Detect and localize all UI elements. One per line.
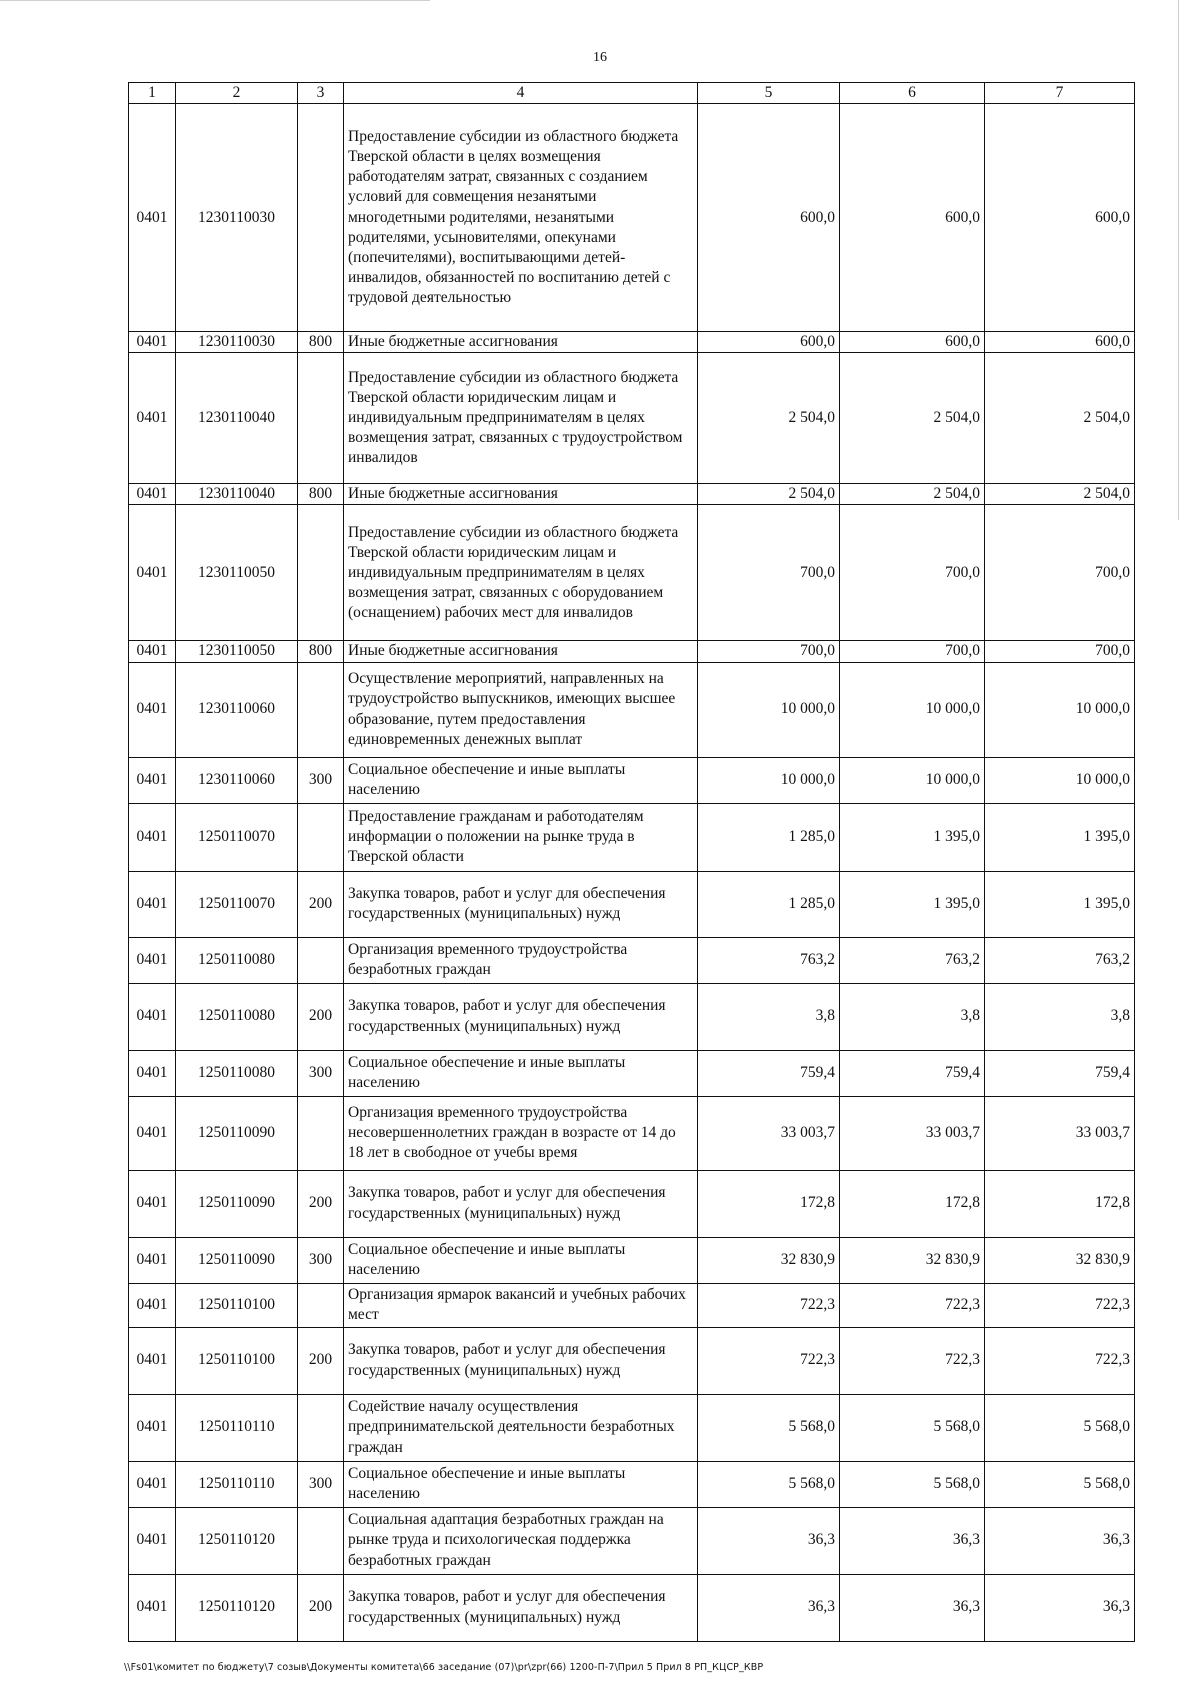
name-cell: Закупка товаров, работ и услуг для обеспечения государственных (муниципальных) нужд [344, 1170, 698, 1237]
amount-cell-col6: 1 395,0 [840, 871, 985, 937]
amount-cell-col5: 2 504,0 [698, 353, 840, 484]
name-cell: Организация временного трудоустройства несовершеннолетних граждан в возрасте от 14 до 18 лет в свободное от учебы время [344, 1096, 698, 1170]
table-row [129, 1237, 1135, 1283]
section-code-cell: 0401 [129, 803, 176, 871]
amount-cell-col6: 5 568,0 [840, 1461, 985, 1507]
amount-cell-col5: 5 568,0 [698, 1461, 840, 1507]
amount-cell-col7: 2 504,0 [985, 353, 1135, 484]
section-code-cell: 0401 [129, 1237, 176, 1283]
name-cell: Предоставление субсидии из областного бюджета Тверской области юридическим лицам и индивидуальным предпринимателям в целях возмещения затрат, связанных с трудоустройством инвалидов [344, 353, 698, 484]
target-article-cell: 1230110040 [176, 353, 298, 484]
table-row [129, 505, 1135, 641]
name-cell: Предоставление субсидии из областного бюджета Тверской области в целях возмещения работодателям затрат, связанных с созданием условий для совмещения незанятыми многодетными родителями, незанятыми родителями, усыновителями, опекунами (попечителями), воспитывающими детей-инвалидов, обязанностей по воспитанию детей с трудовой деятельностью [344, 104, 698, 332]
column-number-row [129, 83, 1135, 104]
name-cell: Иные бюджетные ассигнования [344, 641, 698, 662]
section-code-cell: 0401 [129, 1170, 176, 1237]
table-row [129, 757, 1135, 803]
table-row [129, 641, 1135, 662]
table-row [129, 1327, 1135, 1394]
amount-cell-col7: 3,8 [985, 983, 1135, 1050]
target-article-cell: 1230110060 [176, 662, 298, 757]
target-article-cell: 1230110030 [176, 332, 298, 353]
amount-cell-col7: 172,8 [985, 1170, 1135, 1237]
target-article-cell: 1250110080 [176, 983, 298, 1050]
target-article-cell: 1250110100 [176, 1283, 298, 1327]
table-row [129, 662, 1135, 757]
amount-cell-col6: 36,3 [840, 1574, 985, 1641]
amount-cell-col7: 10 000,0 [985, 757, 1135, 803]
expense-type-cell: 200 [298, 871, 344, 937]
amount-cell-col7: 5 568,0 [985, 1461, 1135, 1507]
amount-cell-col5: 3,8 [698, 983, 840, 1050]
target-article-cell: 1250110080 [176, 1050, 298, 1096]
table-row [129, 353, 1135, 484]
table-row [129, 803, 1135, 871]
amount-cell-col6: 2 504,0 [840, 484, 985, 505]
table-row [129, 1461, 1135, 1507]
table-row [129, 871, 1135, 937]
budget-table [128, 82, 1135, 1642]
amount-cell-col5: 36,3 [698, 1574, 840, 1641]
table-row [129, 1574, 1135, 1641]
expense-type-cell [298, 1507, 344, 1574]
amount-cell-col5: 600,0 [698, 104, 840, 332]
expense-type-cell: 200 [298, 1327, 344, 1394]
scan-edge-line [0, 0, 430, 1]
amount-cell-col5: 722,3 [698, 1283, 840, 1327]
expense-type-cell [298, 353, 344, 484]
expense-type-cell [298, 662, 344, 757]
expense-type-cell: 200 [298, 983, 344, 1050]
amount-cell-col6: 700,0 [840, 641, 985, 662]
table-row [129, 1170, 1135, 1237]
column-header: 7 [985, 83, 1135, 104]
amount-cell-col7: 1 395,0 [985, 803, 1135, 871]
amount-cell-col7: 33 003,7 [985, 1096, 1135, 1170]
target-article-cell: 1230110060 [176, 757, 298, 803]
name-cell: Предоставление субсидии из областного бюджета Тверской области юридическим лицам и индивидуальным предпринимателям в целях возмещения затрат, связанных с оборудованием (оснащением) рабочих мест для инвалидов [344, 505, 698, 641]
amount-cell-col5: 36,3 [698, 1507, 840, 1574]
name-cell: Предоставление гражданам и работодателям информации о положении на рынке труда в Тверской области [344, 803, 698, 871]
scan-edge-line [1178, 0, 1179, 520]
expense-type-cell: 300 [298, 757, 344, 803]
name-cell: Закупка товаров, работ и услуг для обеспечения государственных (муниципальных) нужд [344, 1574, 698, 1641]
amount-cell-col6: 722,3 [840, 1327, 985, 1394]
section-code-cell: 0401 [129, 641, 176, 662]
target-article-cell: 1250110120 [176, 1574, 298, 1641]
amount-cell-col5: 172,8 [698, 1170, 840, 1237]
target-article-cell: 1250110080 [176, 937, 298, 983]
expense-type-cell: 300 [298, 1237, 344, 1283]
section-code-cell: 0401 [129, 662, 176, 757]
amount-cell-col6: 600,0 [840, 332, 985, 353]
table-row [129, 1050, 1135, 1096]
target-article-cell: 1250110090 [176, 1096, 298, 1170]
amount-cell-col5: 600,0 [698, 332, 840, 353]
expense-type-cell: 200 [298, 1170, 344, 1237]
amount-cell-col7: 32 830,9 [985, 1237, 1135, 1283]
section-code-cell: 0401 [129, 1096, 176, 1170]
table-row [129, 1096, 1135, 1170]
amount-cell-col7: 1 395,0 [985, 871, 1135, 937]
column-header: 6 [840, 83, 985, 104]
section-code-cell: 0401 [129, 1327, 176, 1394]
amount-cell-col5: 32 830,9 [698, 1237, 840, 1283]
amount-cell-col7: 700,0 [985, 641, 1135, 662]
expense-type-cell [298, 505, 344, 641]
amount-cell-col6: 10 000,0 [840, 757, 985, 803]
column-header: 2 [176, 83, 298, 104]
amount-cell-col5: 759,4 [698, 1050, 840, 1096]
table-row [129, 484, 1135, 505]
amount-cell-col7: 700,0 [985, 505, 1135, 641]
amount-cell-col6: 600,0 [840, 104, 985, 332]
name-cell: Организация ярмарок вакансий и учебных рабочих мест [344, 1283, 698, 1327]
expense-type-cell [298, 1283, 344, 1327]
amount-cell-col7: 36,3 [985, 1574, 1135, 1641]
amount-cell-col6: 3,8 [840, 983, 985, 1050]
name-cell: Содействие началу осуществления предпринимательской деятельности безработных граждан [344, 1394, 698, 1461]
table-row [129, 104, 1135, 332]
target-article-cell: 1230110050 [176, 641, 298, 662]
amount-cell-col6: 763,2 [840, 937, 985, 983]
name-cell: Социальное обеспечение и иные выплаты населению [344, 1237, 698, 1283]
column-header: 3 [298, 83, 344, 104]
amount-cell-col7: 722,3 [985, 1283, 1135, 1327]
target-article-cell: 1250110100 [176, 1327, 298, 1394]
expense-type-cell: 300 [298, 1461, 344, 1507]
table-row [129, 1394, 1135, 1461]
amount-cell-col5: 10 000,0 [698, 757, 840, 803]
name-cell: Осуществление мероприятий, направленных на трудоустройство выпускников, имеющих высшее образование, путем предоставления единовременных денежных выплат [344, 662, 698, 757]
amount-cell-col6: 172,8 [840, 1170, 985, 1237]
table-row [129, 937, 1135, 983]
amount-cell-col7: 763,2 [985, 937, 1135, 983]
amount-cell-col5: 2 504,0 [698, 484, 840, 505]
name-cell: Закупка товаров, работ и услуг для обеспечения государственных (муниципальных) нужд [344, 983, 698, 1050]
amount-cell-col6: 5 568,0 [840, 1394, 985, 1461]
expense-type-cell: 800 [298, 484, 344, 505]
name-cell: Организация временного трудоустройства безработных граждан [344, 937, 698, 983]
amount-cell-col5: 5 568,0 [698, 1394, 840, 1461]
section-code-cell: 0401 [129, 353, 176, 484]
amount-cell-col7: 759,4 [985, 1050, 1135, 1096]
amount-cell-col6: 759,4 [840, 1050, 985, 1096]
name-cell: Закупка товаров, работ и услуг для обеспечения государственных (муниципальных) нужд [344, 871, 698, 937]
target-article-cell: 1250110090 [176, 1237, 298, 1283]
amount-cell-col5: 700,0 [698, 505, 840, 641]
target-article-cell: 1230110050 [176, 505, 298, 641]
section-code-cell: 0401 [129, 484, 176, 505]
expense-type-cell: 800 [298, 332, 344, 353]
footer-file-path: \\Fs01\комитет по бюджету\7 созыв\Документы комитета\66 заседание (07)\pr\zpr(66) 1200-П-7\Прил 5 Прил 8 РП_КЦСР_КВР [124, 1662, 764, 1673]
section-code-cell: 0401 [129, 871, 176, 937]
section-code-cell: 0401 [129, 332, 176, 353]
name-cell: Иные бюджетные ассигнования [344, 484, 698, 505]
column-header: 4 [344, 83, 698, 104]
target-article-cell: 1230110040 [176, 484, 298, 505]
amount-cell-col5: 722,3 [698, 1327, 840, 1394]
section-code-cell: 0401 [129, 1394, 176, 1461]
expense-type-cell: 800 [298, 641, 344, 662]
expense-type-cell [298, 1394, 344, 1461]
name-cell: Закупка товаров, работ и услуг для обеспечения государственных (муниципальных) нужд [344, 1327, 698, 1394]
name-cell: Социальная адаптация безработных граждан на рынке труда и психологическая поддержка безработных граждан [344, 1507, 698, 1574]
amount-cell-col7: 600,0 [985, 332, 1135, 353]
name-cell: Социальное обеспечение и иные выплаты населению [344, 1050, 698, 1096]
amount-cell-col5: 700,0 [698, 641, 840, 662]
name-cell: Иные бюджетные ассигнования [344, 332, 698, 353]
section-code-cell: 0401 [129, 1461, 176, 1507]
table-row [129, 332, 1135, 353]
amount-cell-col7: 2 504,0 [985, 484, 1135, 505]
section-code-cell: 0401 [129, 1050, 176, 1096]
expense-type-cell [298, 104, 344, 332]
amount-cell-col6: 722,3 [840, 1283, 985, 1327]
expense-type-cell: 300 [298, 1050, 344, 1096]
name-cell: Социальное обеспечение и иные выплаты населению [344, 757, 698, 803]
expense-type-cell: 200 [298, 1574, 344, 1641]
target-article-cell: 1250110070 [176, 803, 298, 871]
amount-cell-col5: 1 285,0 [698, 803, 840, 871]
amount-cell-col5: 1 285,0 [698, 871, 840, 937]
target-article-cell: 1250110110 [176, 1394, 298, 1461]
table-row [129, 1283, 1135, 1327]
target-article-cell: 1250110110 [176, 1461, 298, 1507]
section-code-cell: 0401 [129, 505, 176, 641]
target-article-cell: 1250110070 [176, 871, 298, 937]
expense-type-cell [298, 803, 344, 871]
section-code-cell: 0401 [129, 983, 176, 1050]
amount-cell-col5: 33 003,7 [698, 1096, 840, 1170]
amount-cell-col7: 36,3 [985, 1507, 1135, 1574]
amount-cell-col5: 10 000,0 [698, 662, 840, 757]
section-code-cell: 0401 [129, 1283, 176, 1327]
amount-cell-col6: 1 395,0 [840, 803, 985, 871]
page-number: 16 [593, 50, 607, 65]
expense-type-cell [298, 1096, 344, 1170]
column-header: 5 [698, 83, 840, 104]
target-article-cell: 1230110030 [176, 104, 298, 332]
amount-cell-col6: 2 504,0 [840, 353, 985, 484]
amount-cell-col6: 32 830,9 [840, 1237, 985, 1283]
name-cell: Социальное обеспечение и иные выплаты населению [344, 1461, 698, 1507]
section-code-cell: 0401 [129, 757, 176, 803]
amount-cell-col6: 10 000,0 [840, 662, 985, 757]
amount-cell-col6: 700,0 [840, 505, 985, 641]
section-code-cell: 0401 [129, 1574, 176, 1641]
section-code-cell: 0401 [129, 104, 176, 332]
amount-cell-col7: 600,0 [985, 104, 1135, 332]
section-code-cell: 0401 [129, 1507, 176, 1574]
table-row [129, 983, 1135, 1050]
amount-cell-col5: 763,2 [698, 937, 840, 983]
table-row [129, 1507, 1135, 1574]
amount-cell-col7: 5 568,0 [985, 1394, 1135, 1461]
target-article-cell: 1250110090 [176, 1170, 298, 1237]
target-article-cell: 1250110120 [176, 1507, 298, 1574]
section-code-cell: 0401 [129, 937, 176, 983]
amount-cell-col6: 36,3 [840, 1507, 985, 1574]
amount-cell-col7: 10 000,0 [985, 662, 1135, 757]
expense-type-cell [298, 937, 344, 983]
amount-cell-col7: 722,3 [985, 1327, 1135, 1394]
column-header: 1 [129, 83, 176, 104]
amount-cell-col6: 33 003,7 [840, 1096, 985, 1170]
